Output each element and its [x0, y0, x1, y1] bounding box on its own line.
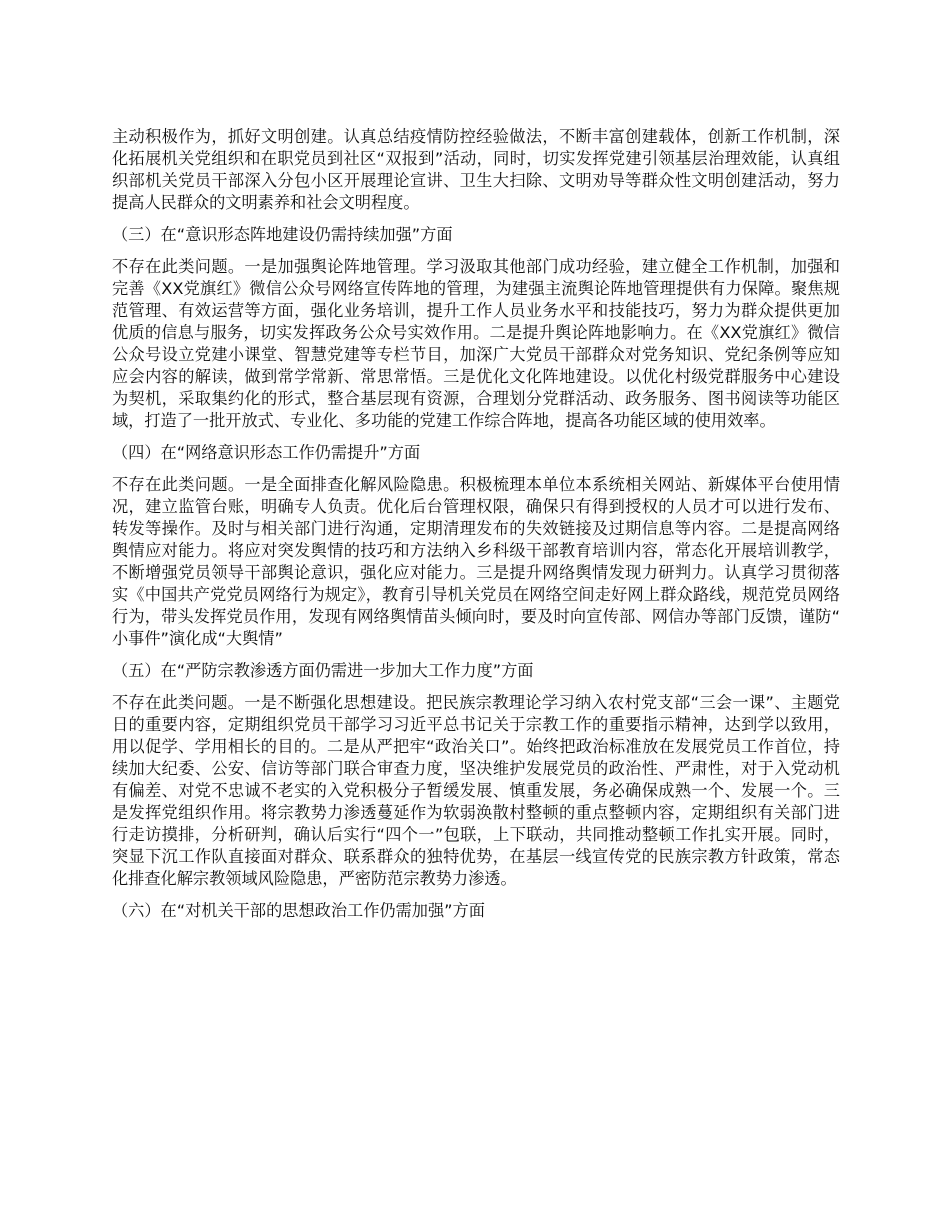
document-page — [112, 126, 840, 932]
section-body-4: 不存在此类问题。一是全面排查化解风险隐患。积极梳理本单位本系统相关网站、新媒体平台使用情况，建立监管台账，明确专人负责。优化后台管理权限，确保只有得到授权的人员才可以进行发布、转发等操作。及时与相关部门进行沟通，定期清理发布的失效链接及过期信息等内容。二是提高网络舆情应对能力。将应对突发舆情的技巧和方法纳入乡科级干部教育培训内容，常态化开展培训教学，不断增强党员领导干部舆论意识，强化应对能力。三是提升网络舆情发现力研判力。认真学习贯彻落实《中国共产党党员网络行为规定》，教育引导机关党员在网络空间走好网上群众路线，规范党员网络行为，带头发挥党员作用，发现有网络舆情苗头倾向时，要及时向宣传部、网信办等部门反馈，谨防“小事件”演化成“大舆情” — [112, 475, 840, 648]
section-heading-5: （五）在“严防宗教渗透方面仍需进一步加大工作力度”方面 — [112, 661, 534, 680]
section-body-5: 不存在此类问题。一是不断强化思想建设。把民族宗教理论学习纳入农村党支部“三会一课”、主题党日的重要内容，定期组织党员干部学习习近平总书记关于宗教工作的重要指示精神，达到学以致用，用以促学、学用相长的目的。二是从严把牢“政治关口”。始终把政治标准放在发展党员工作首位，持续加大纪委、公安、信访等部门联合审查力度，坚决维护发展党员的政治性、严肃性，对于入党动机有偏差、对党不忠诚不老实的入党积极分子暂缓发展、慎重发展，务必确保成熟一个、发展一个。三是发挥党组织作用。将宗教势力渗透蔓延作为软弱涣散村整顿的重点整顿内容，定期组织有关部门进行走访摸排，分析研判，确认后实行“四个一”包联，上下联动，共同推动整顿工作扎实开展。同时，突显下沉工作队直接面对群众、联系群众的独特优势，在基层一线宣传党的民族宗教方针政策，常态化排查化解宗教领域风险隐患，严密防范宗教势力渗透。 — [112, 693, 840, 888]
intro-paragraph: 主动积极作为，抓好文明创建。认真总结疫情防控经验做法，不断丰富创建载体，创新工作机制，深化拓展机关党组织和在职党员到社区“双报到”活动，同时，切实发挥党建引领基层治理效能，认真组织部机关党员干部深入分包小区开展理论宣讲、卫生大扫除、文明劝导等群众性文明创建活动，努力提高人民群众的文明素养和社会文明程度。 — [112, 127, 840, 212]
section-heading-4: （四）在“网络意识形态工作仍需提升”方面 — [112, 443, 421, 462]
section-body-3: 不存在此类问题。一是加强舆论阵地管理。学习汲取其他部门成功经验，建立健全工作机制，加强和完善《XX党旗红》微信公众号网络宣传阵地的管理，为建强主流舆论阵地管理提供有力保障。聚焦规范管理、有效运营等方面，强化业务培训，提升工作人员业务水平和技能技巧，努力为群众提供更加优质的信息与服务，切实发挥政务公众号实效作用。二是提升舆论阵地影响力。在《XX党旗红》微信公众号设立党建小课堂、智慧党建等专栏节目，加深广大党员干部群众对党务知识、党纪条例等应知应会内容的解读，做到常学常新、常思常悟。三是优化文化阵地建设。以优化村级党群服务中心建设为契机，采取集约化的形式，整合基层现有资源，合理划分党群活动、政务服务、图书阅读等功能区域，打造了一批开放式、专业化、多功能的党建工作综合阵地，提高各功能区域的使用效率。 — [112, 257, 840, 430]
section-heading-3: （三）在“意识形态阵地建设仍需持续加强”方面 — [112, 225, 453, 244]
section-heading-6: （六）在“对机关干部的思想政治工作仍需加强”方面 — [112, 901, 485, 920]
